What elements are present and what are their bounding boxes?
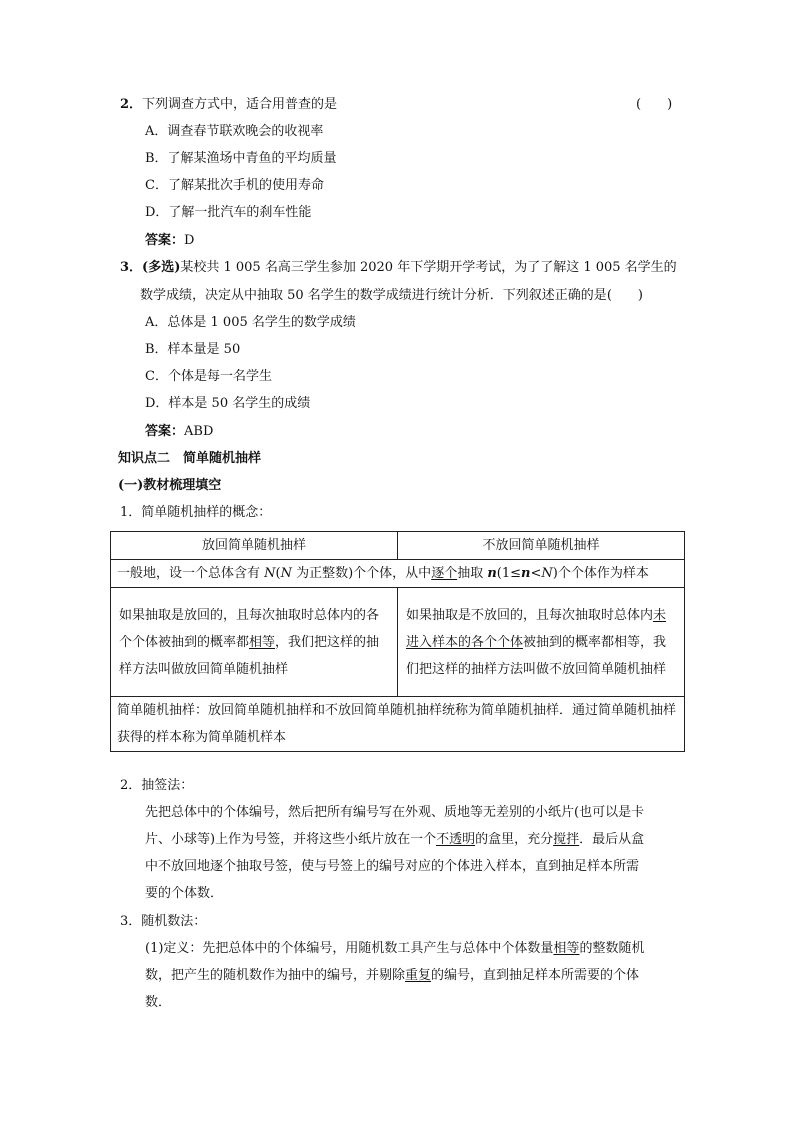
item3-line2-b: 的编号，直到抽足样本所需要的个体 [431, 968, 640, 983]
left-text-a: 如果抽取是放回的，且每次抽取时总体内的各个个体被抽到的概率都 [119, 607, 380, 650]
q3-answer-label: 答案： [145, 424, 185, 439]
q3-stem-line-2 [140, 288, 643, 304]
q3-answer-value: ABD [184, 424, 214, 439]
row1-var-small-n2: n [521, 566, 531, 581]
section-title: 知识点二 简单随机抽样 [118, 451, 262, 466]
q3-answer [145, 424, 213, 440]
row1-underlined: 逐个 [431, 566, 458, 581]
q2-answer-value: D [184, 233, 195, 248]
row1-text-g: )个个体作为样本 [552, 566, 649, 581]
q3-option-a: A．总体是 1 005 名学生的数学成绩 [145, 315, 356, 330]
q2-option-d: D．了解一批汽车的刹车性能 [145, 205, 312, 220]
item2-line2-b: 的盒里，充分 [475, 832, 554, 847]
q2-option-a: A．调查春节联欢晚会的收视率 [145, 124, 324, 139]
table-cell-with-replacement [111, 588, 398, 697]
item2-underlined-stir: 搅拌 [553, 832, 580, 847]
left-underlined: 相等 [249, 634, 276, 650]
q2-number: 2． [120, 97, 143, 112]
row1-var-n3: N [541, 566, 553, 581]
q2-option-b: B．了解某渔场中青鱼的平均质量 [145, 151, 337, 166]
item3-line2-a: 数，把产生的随机数作为抽中的编号，并剔除 [145, 968, 406, 983]
table-cell-without-replacement [398, 588, 685, 697]
q2-answer [145, 233, 194, 249]
item3-line1-a: (1)定义：先把总体中的个体编号，用随机数工具产生与总体中个体数量 [145, 941, 554, 956]
item2-underlined-opaque: 不透明 [436, 832, 476, 847]
q3-stem-2: 数学成绩，决定从中抽取 50 名学生的数学成绩进行统计分析．下列叙述正确的是 [140, 288, 607, 303]
item1-label: 1．简单随机抽样的概念： [120, 505, 272, 520]
item2-line2-c: ．最后从盒 [579, 832, 645, 847]
concept-table [110, 531, 685, 752]
item3-line-1 [145, 941, 644, 957]
item3-label: 3．随机数法： [120, 914, 207, 929]
left-text-b: ，我们把这样的抽样方法叫做放回简单随机抽样 [119, 634, 380, 677]
right-underlined: 未进入样本的各个个体 [406, 607, 667, 650]
item3-underlined-equal: 相等 [553, 941, 580, 956]
row1-var-n: N [264, 566, 276, 581]
item2-line-1: 先把总体中的个体编号，然后把所有编号写在外观、质地等无差别的小纸片(也可以是卡 [145, 805, 645, 820]
item2-line-3: 中不放回地逐个抽取号签，使与号签上的编号对应的个体进入样本，直到抽足样本所需 [145, 859, 640, 874]
row1-text-c: 为正整数)个个体，从中 [291, 566, 432, 581]
item3-line1-b: 的整数随机 [579, 941, 645, 956]
row1-var-n2: N [280, 566, 292, 581]
q2-option-c: C．了解某批次手机的使用寿命 [145, 178, 324, 193]
item3-line-3: 数． [145, 995, 172, 1010]
table-footer-row [111, 697, 685, 752]
row1-text-f: < [530, 566, 542, 581]
row1-text-a: 一般地，设一个总体含有 [117, 566, 265, 581]
q3-option-b: B．样本量是 50 [145, 342, 241, 357]
q3-tag: (多选) [142, 260, 181, 275]
right-text-a: 如果抽取是不放回的，且每次抽取时总体内 [406, 607, 654, 623]
q3-option-c: C．个体是每一名学生 [145, 369, 272, 384]
q3-option-d: D．样本是 50 名学生的成绩 [145, 396, 311, 411]
table-header-without-replacement: 不放回简单随机抽样 [398, 532, 685, 560]
q2-stem: 下列调查方式中，适合用普查的是 [142, 97, 338, 112]
row1-text-e: (1≤ [496, 566, 522, 581]
item2-line-4: 要的个体数． [145, 886, 224, 901]
item2-line2-a: 片、小球等)上作为号签，并将这些小纸片放在一个 [145, 832, 437, 847]
q2-answer-paren: ( ) [636, 97, 673, 112]
item3-line-2 [145, 968, 639, 984]
item2-line-2 [145, 832, 644, 848]
row1-var-small-n: n [487, 566, 497, 581]
q3-stem-1: 某校共 1 005 名高三学生参加 2020 年下学期开学考试，为了了解这 1 005 名学生的 [180, 260, 677, 275]
q3-number: 3． [120, 260, 143, 275]
item3-underlined-repeat: 重复 [405, 968, 432, 983]
right-text-b: 被抽到的概率都相等，我们把这样的抽样方法叫做不放回简单随机抽样 [406, 634, 667, 677]
row1-text-d: 抽取 [457, 566, 488, 581]
q3-answer-paren: ( ) [606, 288, 643, 303]
table-footer-text: 简单随机抽样：放回简单随机抽样和不放回简单随机抽样统称为简单随机抽样．通过简单随机抽样获得的样本称为简单随机样本 [117, 703, 677, 745]
row1-text-b: ( [275, 566, 281, 581]
q3-stem-line-1 [120, 260, 677, 276]
table-header-with-replacement: 放回简单随机抽样 [111, 532, 398, 560]
q2-answer-label: 答案： [145, 233, 185, 248]
q2-stem-line [120, 97, 337, 113]
section-subtitle: (一)教材梳理填空 [118, 478, 222, 493]
table-definition-row [111, 560, 685, 588]
item2-label: 2．抽签法： [120, 778, 194, 793]
